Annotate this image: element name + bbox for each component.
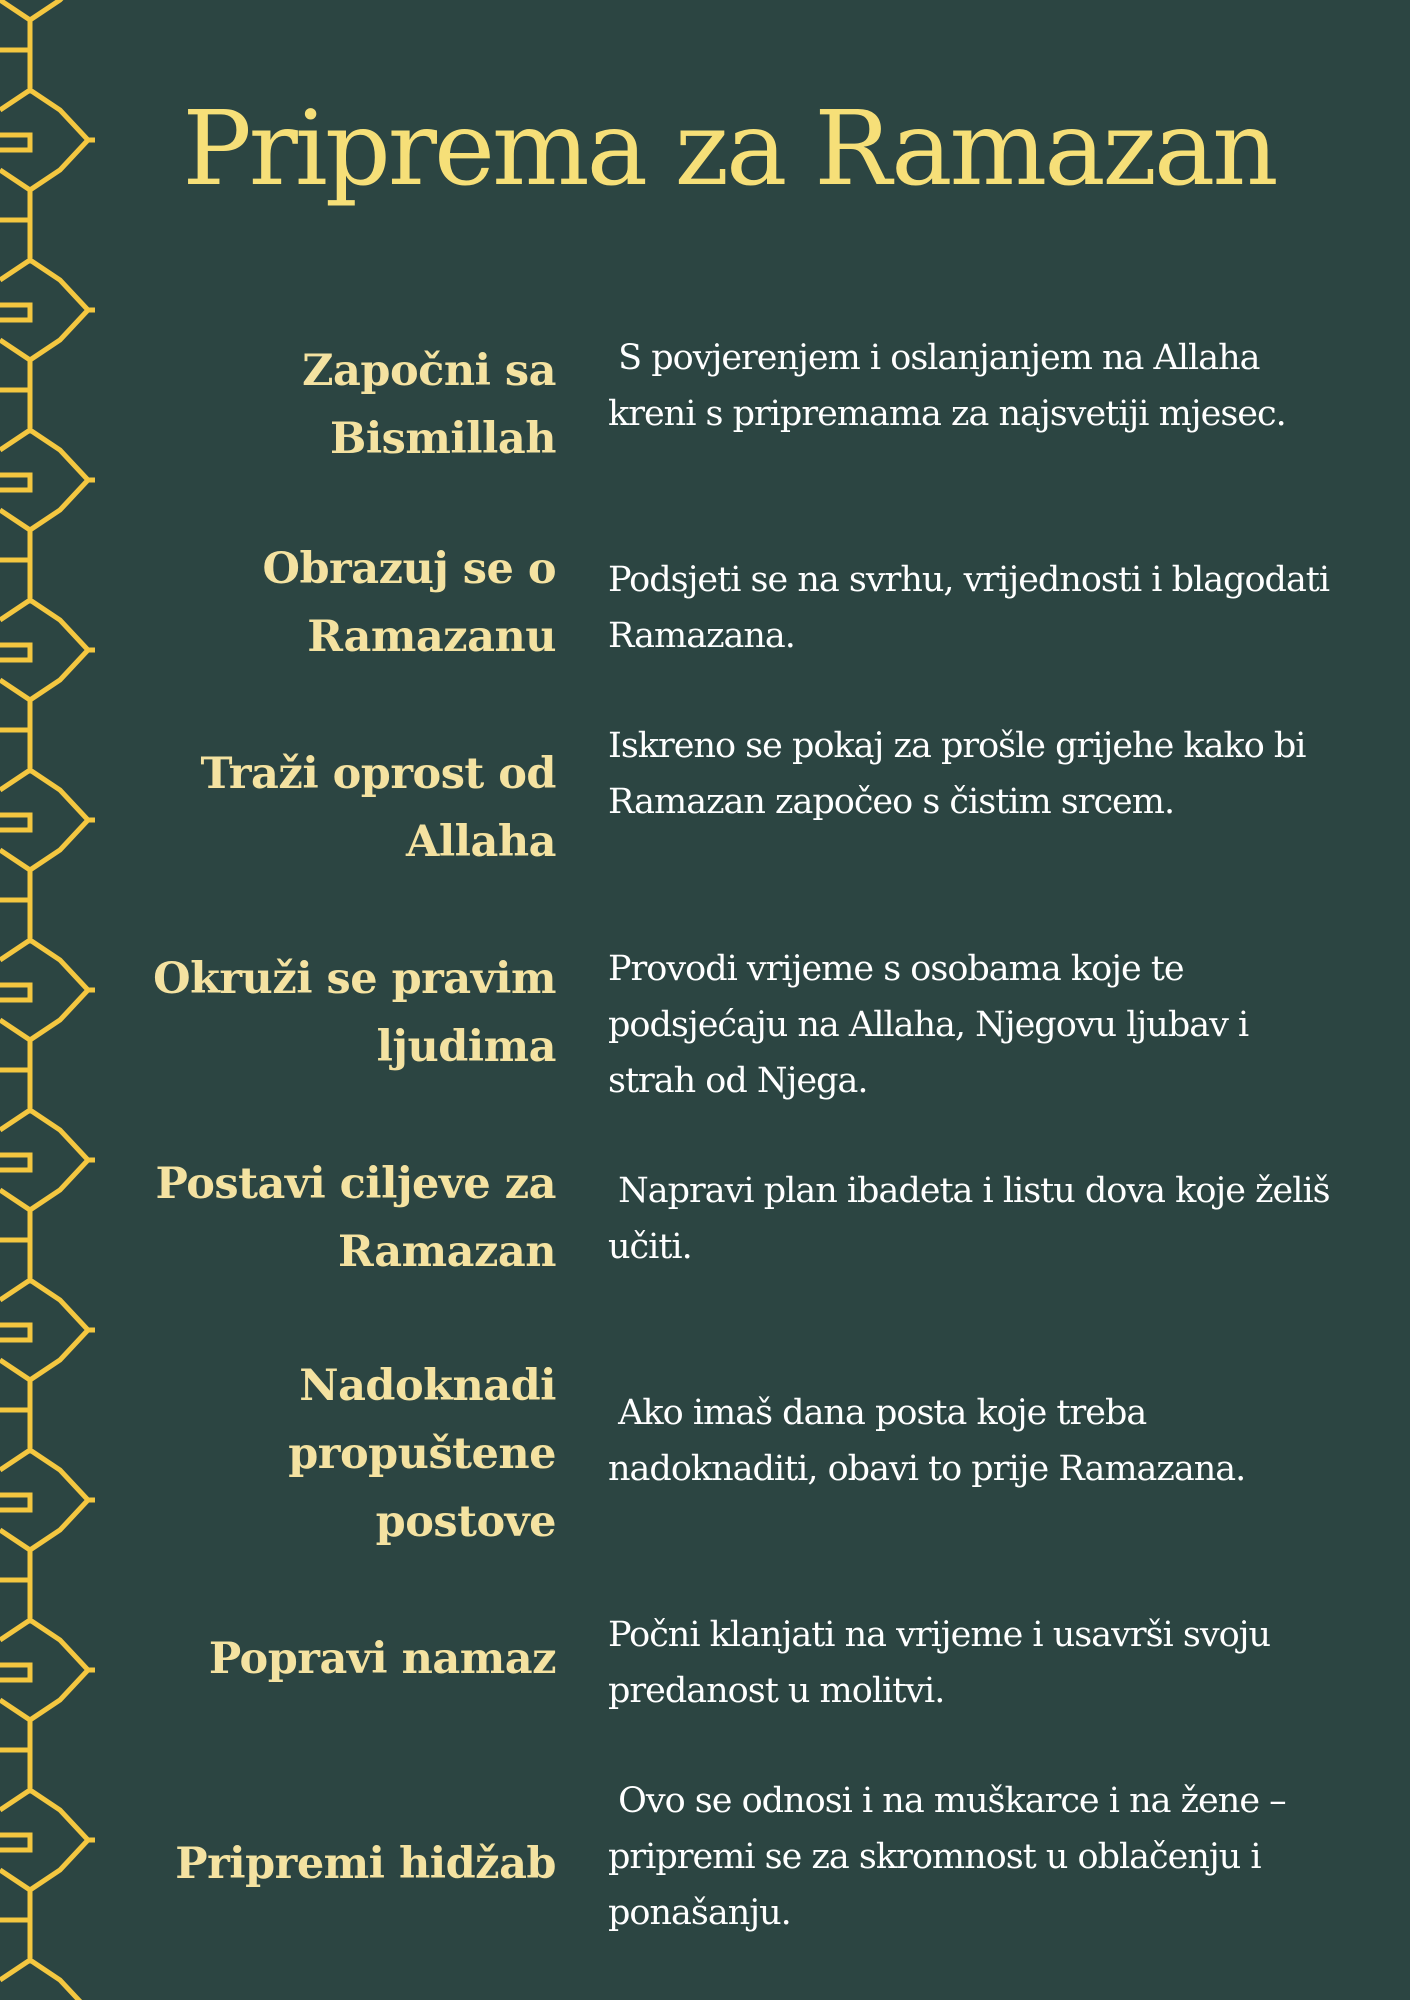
border-pattern-path: [0, 0, 95, 2000]
page-title: Priprema za Ramazan: [182, 89, 1276, 209]
geometric-islamic-border-icon: [0, 0, 95, 2000]
step-description: Počni klanjati na vrijeme i usavrši svoju predanost u molitvi.: [608, 1615, 1281, 1711]
step-title: Popravi namaz: [208, 1634, 556, 1684]
step-description: Podsjeti se na svrhu, vrijednosti i blagodati Ramazana.: [608, 560, 1340, 656]
step-title: Nadoknadi propuštene postove: [288, 1361, 556, 1547]
step-title: Obrazuj se o Ramazanu: [262, 544, 556, 662]
step-description: Provodi vrijeme s osobama koje te podsjećaju na Allaha, Njegovu ljubav i strah od Njega.: [608, 949, 1259, 1101]
step-description: Ovo se odnosi i na muškarce i na žene – pripremi se za skromnost u oblačenju i ponašanju.: [608, 1781, 1296, 1933]
step-description: S povjerenjem i oslanjanjem na Allaha kreni s pripremama za najsvetiji mjesec.: [608, 338, 1286, 434]
step-description: Ako imaš dana posta koje treba nadoknaditi, obavi to prije Ramazana.: [608, 1393, 1246, 1489]
step-title: Traži oprost od Allaha: [200, 749, 556, 867]
step-title: Okruži se pravim ljudima: [153, 954, 556, 1072]
step-title: Započni sa Bismillah: [302, 346, 556, 464]
step-description: Napravi plan ibadeta i listu dova koje želiš učiti.: [608, 1171, 1340, 1267]
step-title: Postavi ciljeve za Ramazan: [155, 1159, 556, 1277]
step-title: Pripremi hidžab: [175, 1839, 556, 1889]
step-description: Iskreno se pokaj za prošle grijehe kako bi Ramazan započeo s čistim srcem.: [608, 726, 1316, 822]
